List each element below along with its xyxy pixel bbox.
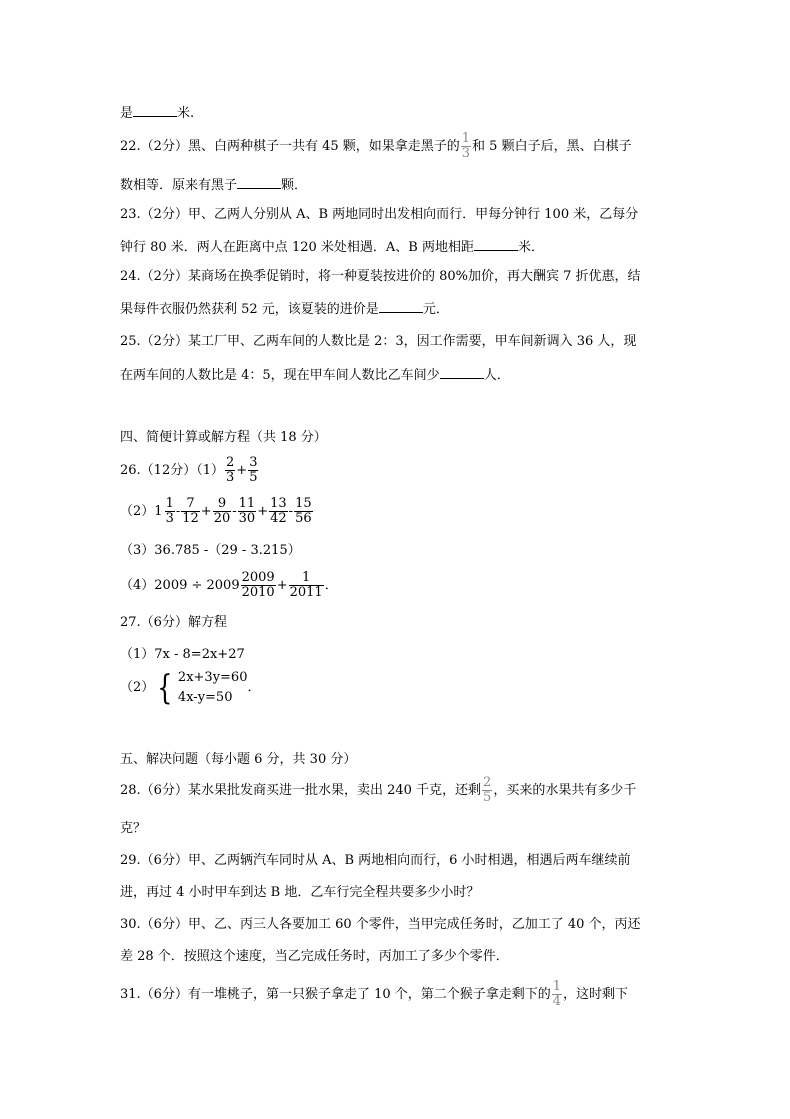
- q25-line-1: 25.（2分）某工厂甲、乙两车间的人数比是 2：3，因工作需要，甲车间新调入 36 人，现: [120, 334, 637, 349]
- fraction: $\frac{2}{3}$: [226, 455, 235, 485]
- q27-part-1: （1）7x - 8=2x+27: [120, 647, 245, 662]
- q23-line-2: 钟行 80 米．两人在距离中点 120 米处相遇．A、B 两地相距 米．: [120, 240, 544, 255]
- q26-part-2: （2） 1 $\frac{1}{3}$ - $\frac{7}{12}$ + $\frac{9}{20}$ - $\frac{11}{30}$ + $\frac{13}{42}$ - $\frac{15}{56}$: [120, 496, 312, 526]
- q26-part-1: 26.（12分）（1） $\frac{2}{3}$ + $\frac{3}{5}$: [120, 455, 258, 485]
- section-5-heading: 五、解决问题（每小题 6 分，共 30 分）: [120, 752, 357, 767]
- q26-part-4: （4）2009 ÷ 2009 $\frac{2009}{2010}$ + $\frac{1}{2011}$ ．: [120, 570, 338, 600]
- q26-part-3: （3）36.785 -（29 - 3.215）: [120, 543, 301, 558]
- q24-line-1: 24.（2分）某商场在换季促销时，将一种夏装按进价的 80%加价，再大酬宾 7 折优惠，结: [120, 269, 641, 284]
- fraction: $\frac{1}{3}$: [461, 131, 471, 161]
- q21-tail-line: 是 米.: [120, 106, 195, 121]
- q30-line-1: 30.（6分）甲、乙、丙三人各要加工 60 个零件，当甲完成任务时，乙加工了 40 个，丙还: [120, 917, 641, 932]
- q27-part-2: （2） { 2x+3y=60 4x-y=50 ．: [120, 668, 261, 708]
- fraction: $\frac{1}{2011}$: [289, 570, 323, 600]
- q22-line-2: 数相等．原来有黑子 颗．: [120, 178, 308, 193]
- fraction: $\frac{3}{5}$: [249, 455, 258, 485]
- fraction: $\frac{7}{12}$: [182, 496, 199, 526]
- q23-line-1: 23.（2分）甲、乙两人分别从 A、B 两地同时出发相向而行．甲每分钟行 100 米，乙每分: [120, 207, 639, 222]
- q27-title: 27.（6分）解方程: [120, 615, 227, 630]
- q29-line-2: 进，再过 4 小时甲车到达 B 地．乙车行完全程共要多少小时？: [120, 885, 480, 900]
- fraction: $\frac{1}{4}$: [552, 979, 562, 1009]
- q29-line-1: 29.（6分）甲、乙两辆汽车同时从 A、B 两地相向而行，6 小时相遇，相遇后两车继续前: [120, 853, 631, 868]
- q31-line-1: 31.（6分）有一堆桃子，第一只猴子拿走了 10 个，第二个猴子拿走剩下的 $\frac{1}{4}$ ，这时剩下: [120, 979, 629, 1009]
- answer-blank: [474, 238, 518, 251]
- q25-line-2: 在两车间的人数比是 4：5，现在甲车间人数比乙车间少 人．: [120, 368, 510, 383]
- answer-blank: [237, 176, 281, 189]
- q28-line-1: 28.（6分）某水果批发商买进一批水果，卖出 240 千克，还剩 $\frac{2}{5}$ ，买来的水果共有多少千: [120, 775, 637, 805]
- answer-blank: [133, 104, 177, 117]
- equation-system: { 2x+3y=60 4x-y=50: [157, 668, 248, 708]
- q28-line-2: 克？: [120, 821, 147, 836]
- q24-line-2: 果每件衣服仍然获利 52 元，该夏装的进价是 元．: [120, 302, 449, 317]
- section-4-heading: 四、简便计算或解方程（共 18 分）: [120, 430, 327, 445]
- answer-blank: [440, 366, 484, 379]
- q22-line-1: 22.（2分）黑、白两种棋子一共有 45 颗，如果拿走黑子的 $\frac{1}{3}$ 和 5 颗白子后，黑、白棋子: [120, 131, 632, 161]
- fraction: $\frac{15}{56}$: [295, 496, 312, 526]
- fraction: $\frac{2}{5}$: [483, 775, 492, 805]
- fraction: $\frac{13}{42}$: [270, 496, 287, 526]
- fraction: $\frac{2009}{2010}$: [241, 570, 275, 600]
- fraction: $\frac{11}{30}$: [238, 496, 256, 526]
- answer-blank: [379, 300, 423, 313]
- q30-line-2: 差 28 个．按照这个速度，当乙完成任务时，丙加工了多少个零件．: [120, 949, 509, 964]
- mixed-number: 1 $\frac{1}{3}$: [154, 496, 174, 526]
- fraction: $\frac{9}{20}$: [213, 496, 231, 526]
- brace-icon: {: [157, 668, 173, 708]
